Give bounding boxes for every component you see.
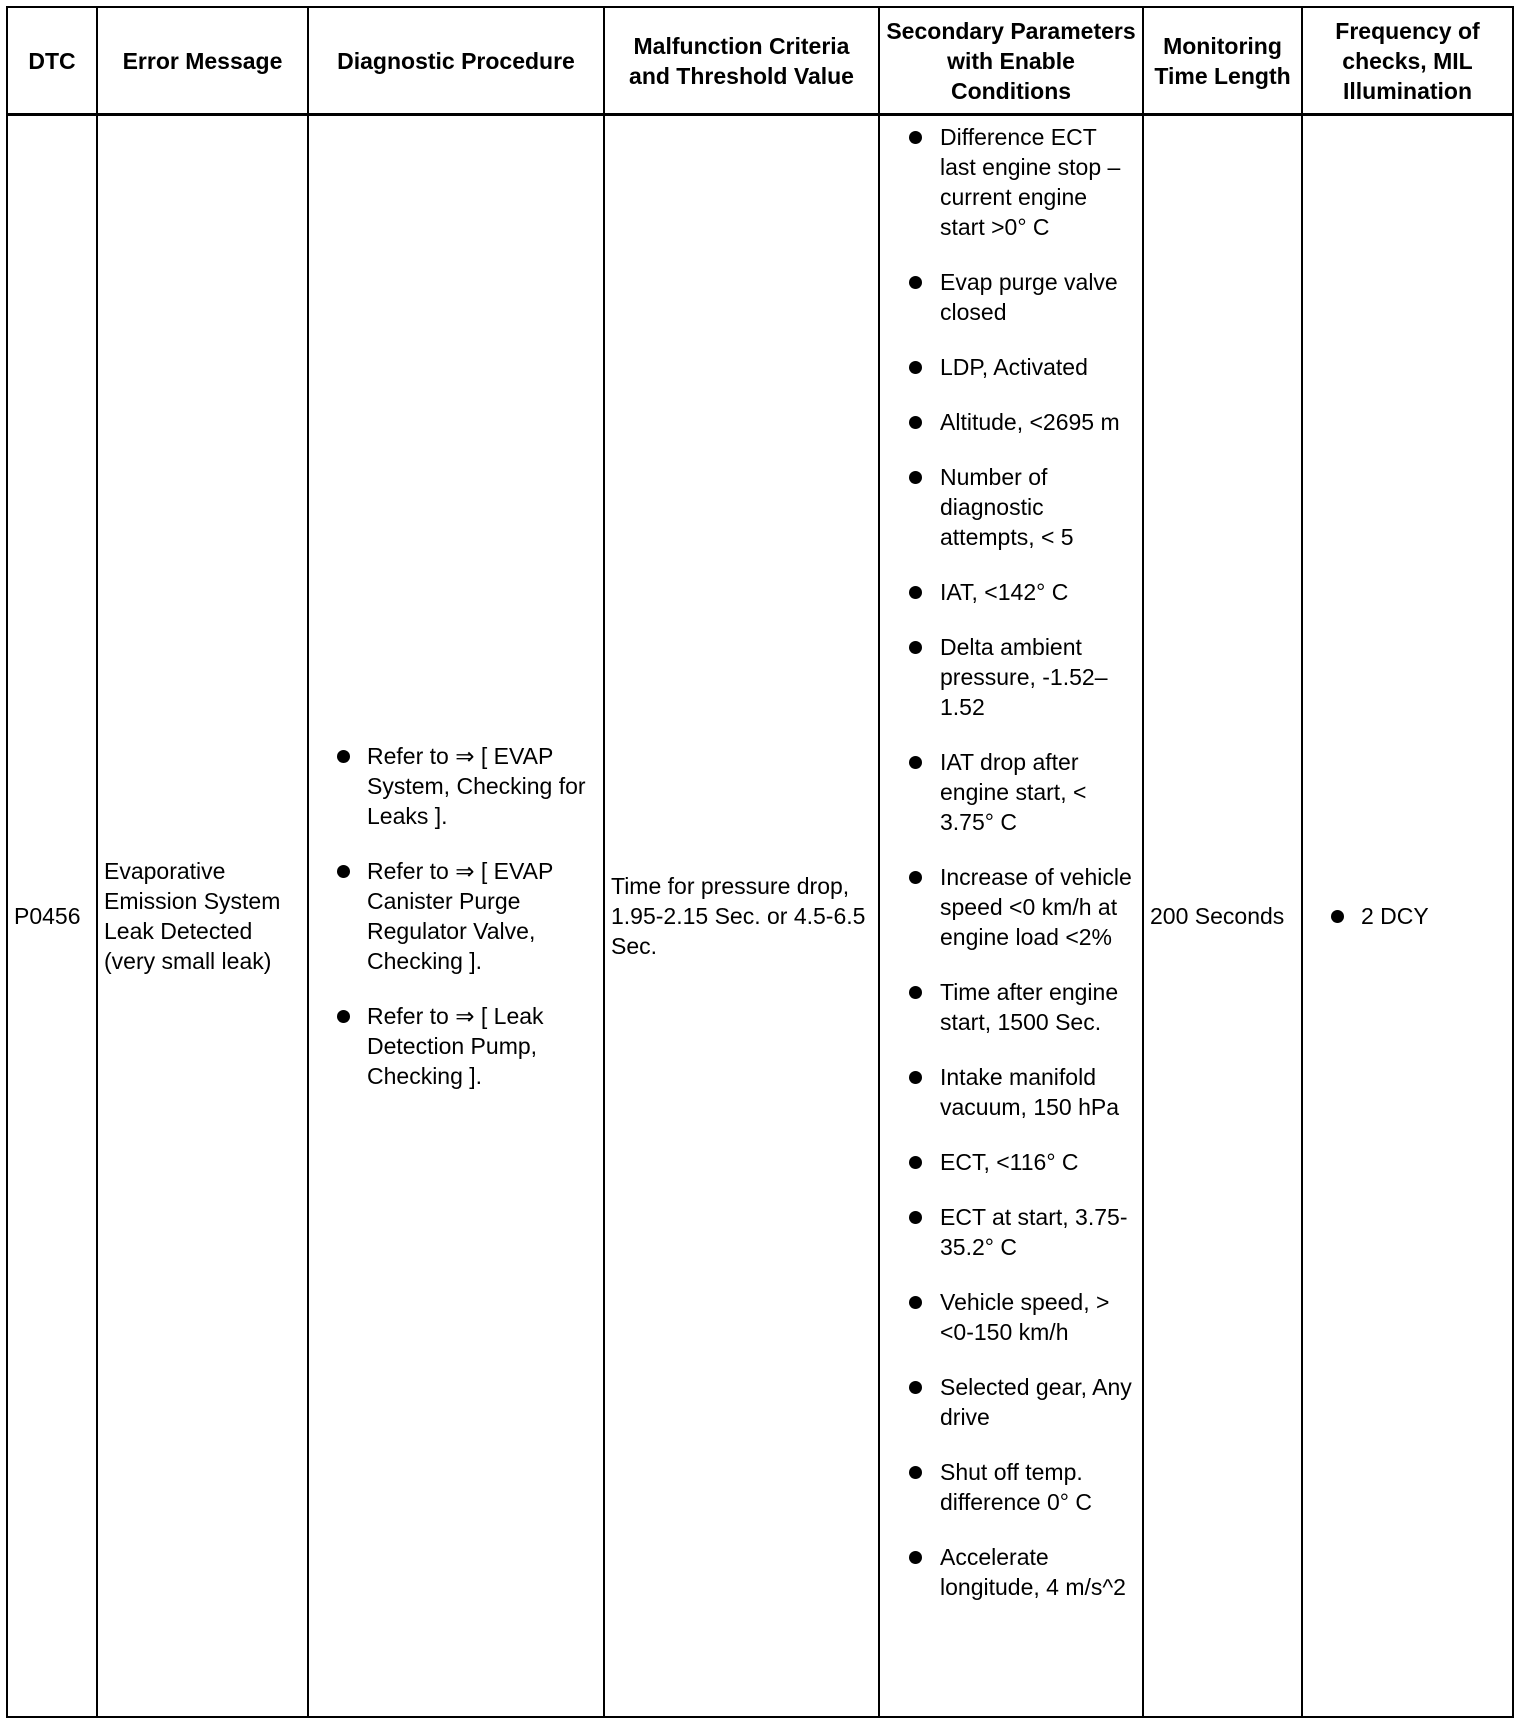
list-item: [886, 1062, 1136, 1122]
header-secondary-parameters: Secondary Parameters with Enable Conditions: [879, 7, 1143, 115]
procedure-text: Refer to ⇒ [ EVAP Canister Purge Regulator Valve, Checking ].: [367, 858, 553, 974]
list-item: [315, 741, 597, 831]
parameter-text: IAT drop after engine start, < 3.75° C: [940, 749, 1087, 835]
list-item: [886, 977, 1136, 1037]
bullet-icon: [909, 1211, 922, 1224]
cell-secondary-parameters: [879, 115, 1143, 1718]
bullet-icon: [1331, 910, 1344, 923]
parameter-text: Shut off temp. difference 0° C: [940, 1459, 1092, 1515]
parameter-text: ECT, <116° C: [940, 1149, 1079, 1175]
bullet-icon: [909, 1466, 922, 1479]
bullet-icon: [909, 871, 922, 884]
list-item: [886, 632, 1136, 722]
table-row: [7, 115, 1513, 1718]
parameter-text: Increase of vehicle speed <0 km/h at engine load <2%: [940, 864, 1132, 950]
list-item: [886, 1457, 1136, 1517]
bullet-icon: [909, 756, 922, 769]
procedure-text: Refer to ⇒ [ EVAP System, Checking for Leaks ].: [367, 743, 586, 829]
parameter-text: Altitude, <2695 m: [940, 409, 1120, 435]
dtc-table: [6, 6, 1514, 1718]
cell-error-message: Evaporative Emission System Leak Detected (very small leak): [97, 115, 308, 1718]
list-item: [1309, 901, 1506, 931]
header-monitoring-time: Monitoring Time Length: [1143, 7, 1302, 115]
cell-diagnostic-procedure: [308, 115, 604, 1718]
header-row: [7, 7, 1513, 115]
procedure-list: [315, 741, 597, 1091]
header-diagnostic-procedure: Diagnostic Procedure: [308, 7, 604, 115]
list-item: [886, 352, 1136, 382]
list-item: [886, 1202, 1136, 1262]
document-page: [6, 6, 1512, 1718]
parameter-text: ECT at start, 3.75-35.2° C: [940, 1204, 1128, 1260]
parameter-text: Number of diagnostic attempts, < 5: [940, 464, 1074, 550]
header-malfunction-criteria: Malfunction Criteria and Threshold Value: [604, 7, 879, 115]
bullet-icon: [909, 1296, 922, 1309]
list-item: [886, 1287, 1136, 1347]
bullet-icon: [909, 586, 922, 599]
list-item: [315, 1001, 597, 1091]
list-item: [886, 407, 1136, 437]
bullet-icon: [909, 1071, 922, 1084]
list-item: [886, 267, 1136, 327]
list-item: [315, 856, 597, 976]
parameter-text: Accelerate longitude, 4 m/s^2: [940, 1544, 1126, 1600]
cell-monitoring-time: 200 Seconds: [1143, 115, 1302, 1718]
parameter-text: Intake manifold vacuum, 150 hPa: [940, 1064, 1120, 1120]
list-item: [886, 1372, 1136, 1432]
bullet-icon: [909, 471, 922, 484]
parameter-text: Vehicle speed, > <0-150 km/h: [940, 1289, 1110, 1345]
bullet-icon: [909, 276, 922, 289]
list-item: [886, 577, 1136, 607]
parameter-text: LDP, Activated: [940, 354, 1088, 380]
parameter-text: Selected gear, Any drive: [940, 1374, 1132, 1430]
bullet-icon: [337, 865, 350, 878]
parameter-text: Difference ECT last engine stop – current engine start >0° C: [940, 124, 1121, 240]
bullet-icon: [909, 1156, 922, 1169]
bullet-icon: [909, 361, 922, 374]
bullet-icon: [337, 1010, 350, 1023]
bullet-icon: [909, 641, 922, 654]
header-frequency: Frequency of checks, MIL Illumination: [1302, 7, 1513, 115]
bullet-icon: [909, 416, 922, 429]
cell-malfunction-criteria: Time for pressure drop, 1.95-2.15 Sec. or 4.5-6.5 Sec.: [604, 115, 879, 1718]
cell-dtc: P0456: [7, 115, 97, 1718]
frequency-text: 2 DCY: [1361, 903, 1429, 929]
list-item: [886, 862, 1136, 952]
procedure-text: Refer to ⇒ [ Leak Detection Pump, Checking ].: [367, 1003, 544, 1089]
parameter-text: Evap purge valve closed: [940, 269, 1118, 325]
list-item: [886, 747, 1136, 837]
bullet-icon: [909, 131, 922, 144]
frequency-list: [1309, 901, 1506, 931]
list-item: [886, 122, 1136, 242]
bullet-icon: [337, 750, 350, 763]
bullet-icon: [909, 1381, 922, 1394]
parameter-text: Delta ambient pressure, -1.52–1.52: [940, 634, 1108, 720]
bullet-icon: [909, 1551, 922, 1564]
header-dtc: DTC: [7, 7, 97, 115]
cell-frequency: [1302, 115, 1513, 1718]
parameter-text: IAT, <142° C: [940, 579, 1069, 605]
header-error-message: Error Message: [97, 7, 308, 115]
secondary-parameter-list: [886, 122, 1136, 1602]
list-item: [886, 462, 1136, 552]
bullet-icon: [909, 986, 922, 999]
parameter-text: Time after engine start, 1500 Sec.: [940, 979, 1119, 1035]
list-item: [886, 1542, 1136, 1602]
list-item: [886, 1147, 1136, 1177]
